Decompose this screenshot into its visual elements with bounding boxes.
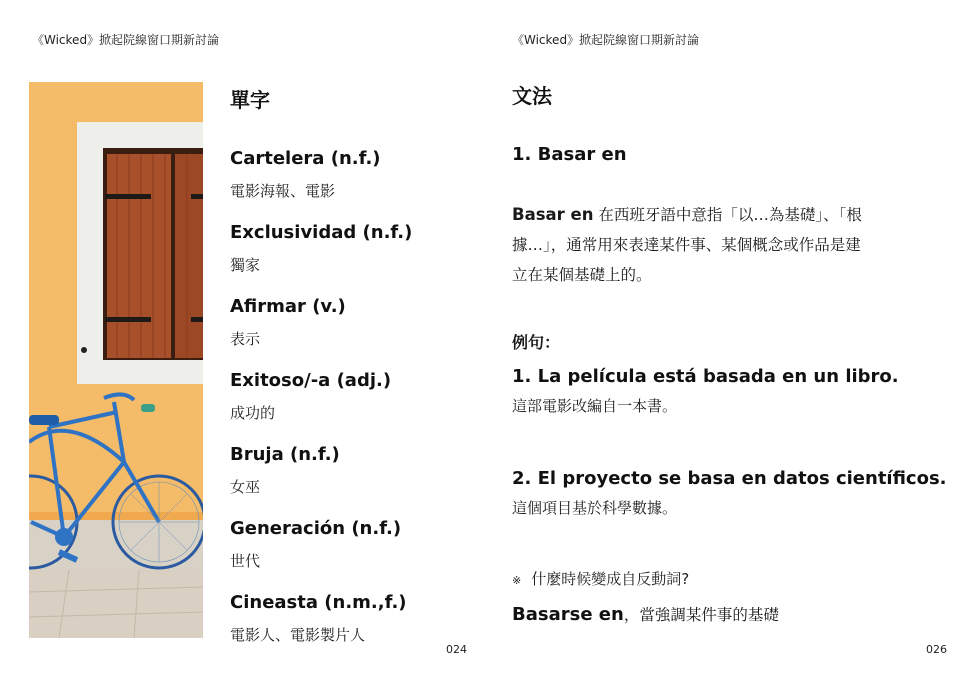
grammar-heading: 文法 (512, 84, 552, 108)
note-mark: ※ (512, 574, 522, 587)
vocabulary-heading: 單字 (230, 88, 270, 112)
example-2 (512, 468, 947, 518)
vocab-term: Bruja (n.f.) (230, 444, 340, 465)
photo-window-bicycle (29, 82, 203, 638)
vocab-term: Cineasta (n.m.,f.) (230, 592, 407, 613)
vocab-item (230, 294, 470, 368)
example-1 (512, 366, 932, 416)
vocab-item (230, 220, 470, 294)
vocab-meaning: 世代 (230, 552, 261, 570)
vocab-item (230, 590, 470, 664)
vocab-term: Exitoso/-a (adj.) (230, 370, 392, 391)
vocab-item (230, 516, 470, 590)
vocab-meaning: 電影人、電影製片人 (230, 626, 366, 644)
page-number: 024 (446, 643, 467, 656)
running-header: 《Wicked》掀起院線窗口期新討論 (512, 33, 700, 47)
example-spanish: 1. La película está basada en un libro. (512, 366, 899, 387)
right-page (480, 0, 960, 678)
page-number: 026 (926, 643, 947, 656)
grammar-explanation (512, 200, 932, 290)
explanation-line-2: 據…」，通常用來表達某件事、某個概念或作品是建 (512, 236, 861, 254)
grammar-point-title-wrap (512, 144, 932, 165)
vocab-term: Cartelera (n.f.) (230, 148, 381, 169)
example-spanish: 2. El proyecto se basa en datos científicos. (512, 468, 947, 489)
grammar-point-title: 1. Basar en (512, 144, 627, 165)
vocab-meaning: 電影海報、電影 (230, 182, 336, 200)
vocabulary-list (230, 146, 470, 664)
vocab-term: Afirmar (v.) (230, 296, 346, 317)
note (512, 568, 932, 589)
explanation-term: Basar en (512, 205, 594, 224)
vocab-item (230, 368, 470, 442)
vocab-meaning: 表示 (230, 330, 261, 348)
vocab-meaning: 獨家 (230, 256, 261, 274)
vocab-term: Generación (n.f.) (230, 518, 402, 539)
vocab-item (230, 442, 470, 516)
reflexive-term: Basarse en (512, 604, 624, 625)
vocab-meaning: 成功的 (230, 404, 276, 422)
vocab-item (230, 146, 470, 220)
running-header: 《Wicked》掀起院線窗口期新討論 (32, 33, 220, 47)
explanation-line-3: 立在某個基礎上的。 (512, 266, 652, 284)
examples-label: 例句： (512, 333, 561, 352)
vocab-meaning: 女巫 (230, 478, 261, 496)
reflexive-text: ，當強調某件事的基礎 (623, 606, 779, 624)
explanation-line-1-text: 在西班牙語中意指「以…為基礎」、「根 (593, 206, 862, 224)
note-text: 什麼時候變成自反動詞? (531, 570, 690, 588)
explanation-line-1 (512, 200, 932, 230)
example-translation: 這部電影改編自一本書。 (512, 397, 678, 415)
example-translation: 這個項目基於科學數據。 (512, 499, 678, 517)
vocab-term: Exclusividad (n.f.) (230, 222, 413, 243)
reflexive-line (512, 603, 932, 625)
